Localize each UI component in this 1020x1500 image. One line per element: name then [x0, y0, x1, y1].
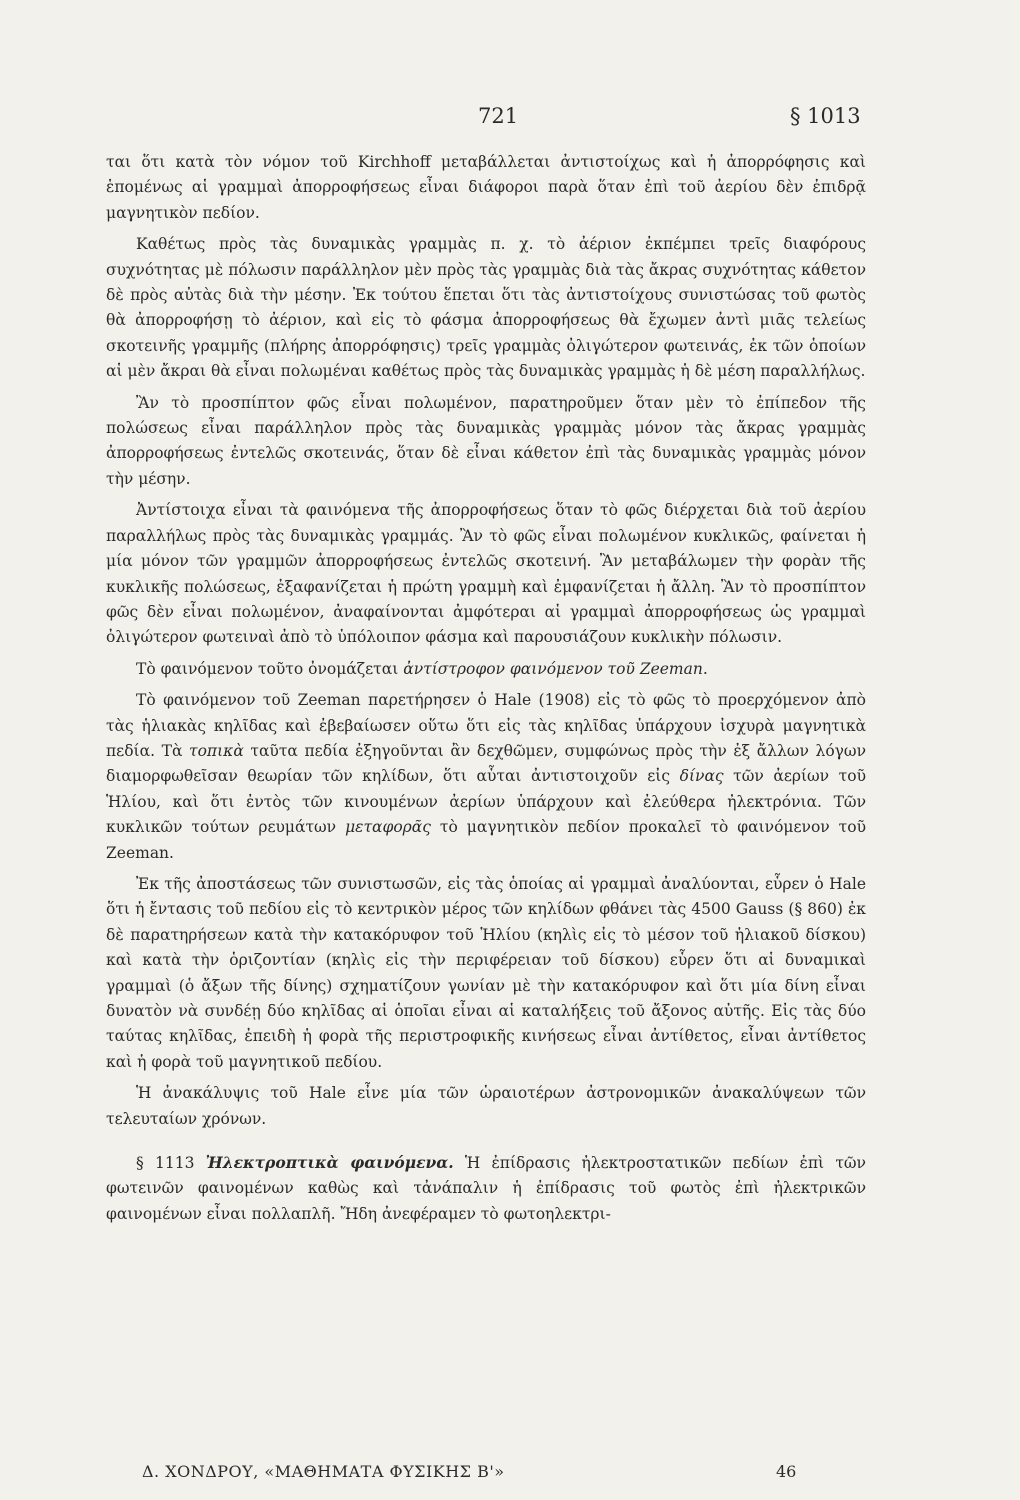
emphasis-vortices: δίνας — [679, 767, 724, 786]
paragraph-6 — [106, 688, 866, 866]
paragraph-5 — [106, 657, 866, 682]
section-number: § 1113 — [136, 1154, 206, 1173]
book-title: Δ. ΧΟΝΔΡΟΥ, «ΜΑΘΗΜΑΤΑ ΦΥΣΙΚΗΣ Β'» — [142, 1462, 505, 1481]
section-reference: § 1013 — [790, 104, 861, 128]
page-header — [0, 104, 1020, 134]
paragraph-5-text: Τὸ φαινόμενον τοῦτο ὀνομάζεται — [136, 659, 404, 678]
paragraph-6-text-c: τῶν ἀερίων τοῦ Ἡλίου, καὶ ὅτι ἐντὸς τῶν κινουμένων ἀερίων ὑπάρχουν καὶ ἐλεύθερα ἠλεκτρόνια. Τῶν κυκλικῶν τούτων ρευμάτων — [106, 767, 866, 837]
paragraph-1: ται ὅτι κατὰ τὸν νόμον τοῦ Kirchhoff μεταβάλλεται ἀντιστοίχως καὶ ἡ ἀπορρόφησις καὶ ἑπομένως αἱ γραμμαὶ ἀπορροφήσεως εἶναι διάφοροι παρὰ ὅταν ἐπὶ τοῦ ἀερίου δὲν ἐπιδρᾷ μαγνητικὸν πεδίον. — [106, 153, 866, 222]
section-text: Ἡ ἐπίδρασις ἠλεκτροστατικῶν πεδίων ἐπὶ τῶν φωτεινῶν φαινομένων καθὼς καὶ τἀνάπαλιν ἡ ἐπίδρασις τοῦ φωτὸς ἐπὶ ἠλεκτρικῶν φαινομένων εἶναι πολλαπλῆ. Ἤδη ἀνεφέραμεν τὸ φωτοηλεκτρι- — [106, 1154, 866, 1223]
sheet-number: 46 — [776, 1462, 797, 1481]
paragraph-6-text-b: ταῦτα πεδία ἐξηγοῦνται ἂν δεχθῶμεν, συμφώνως πρὸς τὴν ἐξ ἄλλων λόγων διαμορφωθεῖσαν θεωρίαν τῶν κηλίδων, ὅτι αὗται ἀντιστοιχοῦν εἰς — [106, 741, 866, 786]
paragraph-6-text-a: Τὸ φαινόμενον τοῦ Zeeman παρετήρησεν ὁ Hale (1908) εἰς τὸ φῶς τὸ προερχόμενον ἀπὸ τὰς ἡλιακὰς κηλῖδας καὶ ἐβεβαίωσεν οὕτω ὅτι εἰς τὰς κηλῖδας ὑπάρχουν ἰσχυρὰ μαγνητικὰ πεδία. Τὰ — [106, 691, 866, 760]
inverse-zeeman-term: ἀντίστροφον φαινόμενον τοῦ Zeeman — [403, 659, 703, 678]
emphasis-local: τοπικὰ — [189, 741, 244, 760]
paragraph-6-text-d: τὸ μαγνητικὸν πεδίον προκαλεῖ τὸ φαινόμενον τοῦ Zeeman. — [106, 818, 866, 862]
section-1113 — [106, 1150, 866, 1227]
paragraph-5-end: . — [702, 659, 708, 678]
page-number: 721 — [478, 104, 519, 128]
paragraph-3: Ἂν τὸ προσπίπτον φῶς εἶναι πολωμένον, παρατηροῦμεν ὅταν μὲν τὸ ἐπίπεδον τῆς πολώσεως εἶναι παράλληλον πρὸς τὰς δυναμικὰς γραμμὰς μόνον τὰς ἄκρας γραμμὰς ἀπορροφήσεως ἐντελῶς σκοτεινάς, ὅταν δὲ εἶναι κάθετον ἐπὶ τὰς δυναμικὰς γραμμὰς μόνον τὴν μέσην. — [106, 393, 866, 488]
paragraph-7: Ἐκ τῆς ἀποστάσεως τῶν συνιστωσῶν, εἰς τὰς ὁποίας αἱ γραμμαὶ ἀναλύονται, εὗρεν ὁ Hale ὅτι ἡ ἔντασις τοῦ πεδίου εἰς τὸ κεντρικὸν μέρος τῶν κηλίδων φθάνει τὰς 4500 Gauss (§ 860) ἐκ δὲ παρατηρήσεων κατὰ τὴν κατακόρυφον τοῦ Ἡλίου (κηλὶς εἰς τὸ μέσον τοῦ ἡλιακοῦ δίσκου) καὶ κατὰ τὴν ὁριζοντίαν (κηλὶς εἰς τὴν περιφέρειαν τοῦ δίσκου) εὗρεν ὅτι αἱ δυναμικαὶ γραμμαὶ (ὁ ἄξων τῆς δίνης) σχηματίζουν γωνίαν μὲ τὴν κατακόρυφον καὶ ὅτι μία δίνη εἶναι δυνατὸν νὰ συνδέῃ δύο κηλῖδας αἱ ὁποῖαι εἶναι αἱ καταλήξεις τοῦ ἄξονος αὐτῆς. Εἰς τὰς δύο ταύτας κηλῖδας, ἐπειδὴ ἡ φορὰ τῆς περιστροφικῆς κινήσεως εἶναι ἀντίθετος, εἶναι ἀντίθετος καὶ ἡ φορὰ τοῦ μαγνητικοῦ πεδίου. — [106, 874, 866, 1071]
paragraph-8: Ἡ ἀνακάλυψις τοῦ Hale εἶνε μία τῶν ὡραιοτέρων ἀστρονομικῶν ἀνακαλύψεων τῶν τελευταίων χρόνων. — [106, 1084, 866, 1128]
paragraph-4: Ἀντίστοιχα εἶναι τὰ φαινόμενα τῆς ἀπορροφήσεως ὅταν τὸ φῶς διέρχεται διὰ τοῦ ἀερίου παραλλήλως πρὸς τὰς δυναμικὰς γραμμάς. Ἂν τὸ φῶς εἶναι πολωμένον κυκλικῶς, φαίνεται ἡ μία μόνον τῶν γραμμῶν ἀπορροφήσεως ἐντελῶς σκοτεινή. Ἂν μεταβάλωμεν τὴν φορὰν τῆς κυκλικῆς πολώσεως, ἐξαφανίζεται ἡ πρώτη γραμμὴ καὶ ἐμφανίζεται ἡ ἄλλη. Ἂν τὸ προσπίπτον φῶς δὲν εἶναι πολωμένον, ἀναφαίνονται ἀμφότεραι αἱ γραμμαὶ ἀπορροφήσεως ὡς γραμμαὶ ὀλιγώτερον φωτειναὶ ἀπὸ τὸ ὑπόλοιπον φάσμα καὶ παρουσιάζουν κυκλικὴν πόλωσιν. — [106, 501, 866, 647]
body-text — [106, 150, 866, 1233]
page-footer — [0, 1462, 1020, 1486]
paragraph-2: Καθέτως πρὸς τὰς δυναμικὰς γραμμὰς π. χ. τὸ ἀέριον ἐκπέμπει τρεῖς διαφόρους συχνότητας μὲ πόλωσιν παράλληλον μὲν πρὸς τὰς γραμμὰς διὰ τὰς ἄκρας συχνότητας κάθετον δὲ πρὸς αὐτὰς διὰ τὴν μέσην. Ἐκ τούτου ἕπεται ὅτι τὰς ἀντιστοίχους συνιστώσας τοῦ φωτὸς θὰ ἀπορροφήσῃ τὸ ἀέριον, καὶ εἰς τὸ φάσμα ἀπορροφήσεως θὰ ἔχωμεν ἀντὶ μιᾶς τελείως σκοτεινῆς γραμμῆς (πλήρης ἀπορρόφησις) τρεῖς γραμμὰς ὀλιγώτερον φωτεινάς, ἐκ τῶν ὁποίων αἱ μὲν ἄκραι θὰ εἶναι πολωμέναι καθέτως πρὸς τὰς δυναμικὰς γραμμὰς ἡ δὲ μέση παραλλήλως. — [106, 235, 866, 381]
emphasis-transport: μεταφορᾶς — [345, 818, 431, 837]
section-title: Ἠλεκτροπτικὰ φαινόμενα. — [205, 1153, 454, 1173]
